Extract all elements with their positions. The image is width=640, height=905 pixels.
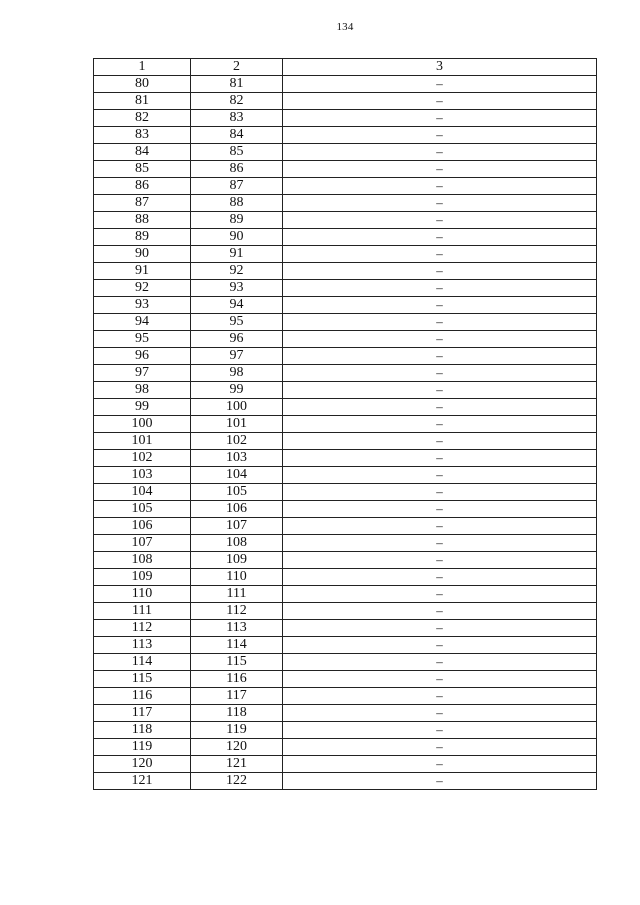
table-cell: – (283, 467, 597, 484)
table-cell: – (283, 314, 597, 331)
table-cell: – (283, 705, 597, 722)
table-cell: 83 (191, 110, 283, 127)
table-cell: 97 (191, 348, 283, 365)
table-cell: 96 (191, 331, 283, 348)
table-row (94, 212, 597, 229)
table-cell: 106 (191, 501, 283, 518)
data-table-container (93, 58, 596, 790)
table-row (94, 314, 597, 331)
table-row (94, 603, 597, 620)
table-row (94, 161, 597, 178)
table-cell: – (283, 263, 597, 280)
table-row (94, 178, 597, 195)
table-cell: 105 (94, 501, 191, 518)
table-cell: 100 (94, 416, 191, 433)
table-row (94, 144, 597, 161)
table-row (94, 552, 597, 569)
table-cell: 107 (94, 535, 191, 552)
table-cell: 113 (94, 637, 191, 654)
table-cell: – (283, 416, 597, 433)
table-cell: 93 (94, 297, 191, 314)
table-cell: – (283, 110, 597, 127)
table-cell: 117 (191, 688, 283, 705)
table-row (94, 586, 597, 603)
table-cell: 110 (94, 586, 191, 603)
table-cell: – (283, 246, 597, 263)
data-table (93, 58, 597, 790)
table-cell: 88 (191, 195, 283, 212)
table-cell: – (283, 671, 597, 688)
table-cell: 114 (94, 654, 191, 671)
table-cell: 111 (191, 586, 283, 603)
table-cell: 89 (191, 212, 283, 229)
table-cell: 86 (191, 161, 283, 178)
table-cell: 106 (94, 518, 191, 535)
table-cell: – (283, 603, 597, 620)
table-cell: – (283, 450, 597, 467)
table-cell: – (283, 773, 597, 790)
table-cell: 84 (191, 127, 283, 144)
table-row (94, 722, 597, 739)
table-cell: – (283, 382, 597, 399)
table-row (94, 127, 597, 144)
table-row (94, 76, 597, 93)
table-cell: 110 (191, 569, 283, 586)
table-cell: 92 (94, 280, 191, 297)
table-cell: 99 (94, 399, 191, 416)
table-cell: 83 (94, 127, 191, 144)
table-cell: 101 (191, 416, 283, 433)
table-cell: 119 (191, 722, 283, 739)
table-row (94, 671, 597, 688)
table-cell: 115 (94, 671, 191, 688)
table-cell: – (283, 297, 597, 314)
table-cell: – (283, 654, 597, 671)
table-cell: 111 (94, 603, 191, 620)
table-cell: – (283, 569, 597, 586)
table-row (94, 416, 597, 433)
table-cell: 108 (191, 535, 283, 552)
table-cell: 116 (94, 688, 191, 705)
table-cell: 84 (94, 144, 191, 161)
table-cell: 99 (191, 382, 283, 399)
table-cell: – (283, 620, 597, 637)
table-row (94, 739, 597, 756)
table-row (94, 195, 597, 212)
table-row (94, 365, 597, 382)
table-cell: 91 (191, 246, 283, 263)
table-cell: – (283, 433, 597, 450)
table-row (94, 263, 597, 280)
table-cell: 85 (94, 161, 191, 178)
table-cell: 90 (191, 229, 283, 246)
table-cell: 107 (191, 518, 283, 535)
table-cell: – (283, 348, 597, 365)
table-cell: 109 (191, 552, 283, 569)
table-cell: – (283, 212, 597, 229)
table-cell: 120 (94, 756, 191, 773)
table-row (94, 654, 597, 671)
table-cell: 103 (94, 467, 191, 484)
table-row (94, 382, 597, 399)
table-row (94, 484, 597, 501)
table-cell: – (283, 586, 597, 603)
table-cell: – (283, 195, 597, 212)
table-row (94, 756, 597, 773)
table-cell: 90 (94, 246, 191, 263)
table-row (94, 331, 597, 348)
table-cell: – (283, 144, 597, 161)
table-row (94, 246, 597, 263)
table-cell: – (283, 229, 597, 246)
table-cell: 104 (94, 484, 191, 501)
table-cell: 118 (191, 705, 283, 722)
table-cell: 85 (191, 144, 283, 161)
table-cell: – (283, 739, 597, 756)
table-cell: 118 (94, 722, 191, 739)
table-row (94, 280, 597, 297)
table-header-row (94, 59, 597, 76)
table-row (94, 93, 597, 110)
table-cell: – (283, 93, 597, 110)
table-cell: – (283, 280, 597, 297)
page-number: 134 (336, 21, 354, 33)
table-cell: 82 (191, 93, 283, 110)
table-cell: – (283, 756, 597, 773)
table-cell: 91 (94, 263, 191, 280)
table-row (94, 450, 597, 467)
table-cell: 115 (191, 654, 283, 671)
table-cell: 86 (94, 178, 191, 195)
table-cell: 95 (191, 314, 283, 331)
table-cell: 80 (94, 76, 191, 93)
table-row (94, 348, 597, 365)
table-row (94, 620, 597, 637)
table-row (94, 501, 597, 518)
table-cell: 97 (94, 365, 191, 382)
table-cell: 122 (191, 773, 283, 790)
table-cell: 81 (94, 93, 191, 110)
table-cell: 98 (191, 365, 283, 382)
table-cell: 121 (94, 773, 191, 790)
table-cell: 109 (94, 569, 191, 586)
table-cell: 104 (191, 467, 283, 484)
column-header: 2 (191, 59, 283, 76)
column-header: 3 (283, 59, 597, 76)
table-row (94, 433, 597, 450)
table-cell: – (283, 722, 597, 739)
table-cell: 105 (191, 484, 283, 501)
table-cell: – (283, 637, 597, 654)
table-cell: 103 (191, 450, 283, 467)
table-cell: 96 (94, 348, 191, 365)
table-cell: 121 (191, 756, 283, 773)
table-cell: 93 (191, 280, 283, 297)
table-cell: 81 (191, 76, 283, 93)
table-cell: – (283, 552, 597, 569)
table-row (94, 637, 597, 654)
table-cell: 88 (94, 212, 191, 229)
table-cell: – (283, 365, 597, 382)
table-row (94, 229, 597, 246)
table-cell: – (283, 331, 597, 348)
table-cell: 114 (191, 637, 283, 654)
table-cell: 117 (94, 705, 191, 722)
table-cell: – (283, 127, 597, 144)
table-cell: 89 (94, 229, 191, 246)
table-cell: – (283, 518, 597, 535)
table-body (94, 76, 597, 790)
table-row (94, 705, 597, 722)
table-cell: 108 (94, 552, 191, 569)
table-row (94, 399, 597, 416)
table-cell: 82 (94, 110, 191, 127)
table-row (94, 535, 597, 552)
table-row (94, 569, 597, 586)
table-row (94, 297, 597, 314)
column-header: 1 (94, 59, 191, 76)
table-cell: – (283, 161, 597, 178)
table-cell: 95 (94, 331, 191, 348)
table-row (94, 110, 597, 127)
table-cell: 101 (94, 433, 191, 450)
table-cell: 102 (191, 433, 283, 450)
table-cell: – (283, 501, 597, 518)
table-row (94, 518, 597, 535)
table-cell: 94 (191, 297, 283, 314)
table-cell: 119 (94, 739, 191, 756)
table-cell: – (283, 178, 597, 195)
table-cell: 102 (94, 450, 191, 467)
table-cell: – (283, 688, 597, 705)
table-cell: – (283, 535, 597, 552)
table-cell: 94 (94, 314, 191, 331)
table-cell: 100 (191, 399, 283, 416)
table-cell: 87 (94, 195, 191, 212)
table-cell: 98 (94, 382, 191, 399)
table-cell: 112 (191, 603, 283, 620)
table-cell: 87 (191, 178, 283, 195)
table-row (94, 688, 597, 705)
table-cell: 116 (191, 671, 283, 688)
table-row (94, 773, 597, 790)
table-cell: 120 (191, 739, 283, 756)
table-row (94, 467, 597, 484)
table-cell: – (283, 76, 597, 93)
table-cell: 112 (94, 620, 191, 637)
table-cell: 92 (191, 263, 283, 280)
table-header (94, 59, 597, 76)
table-cell: – (283, 399, 597, 416)
table-cell: 113 (191, 620, 283, 637)
table-cell: – (283, 484, 597, 501)
